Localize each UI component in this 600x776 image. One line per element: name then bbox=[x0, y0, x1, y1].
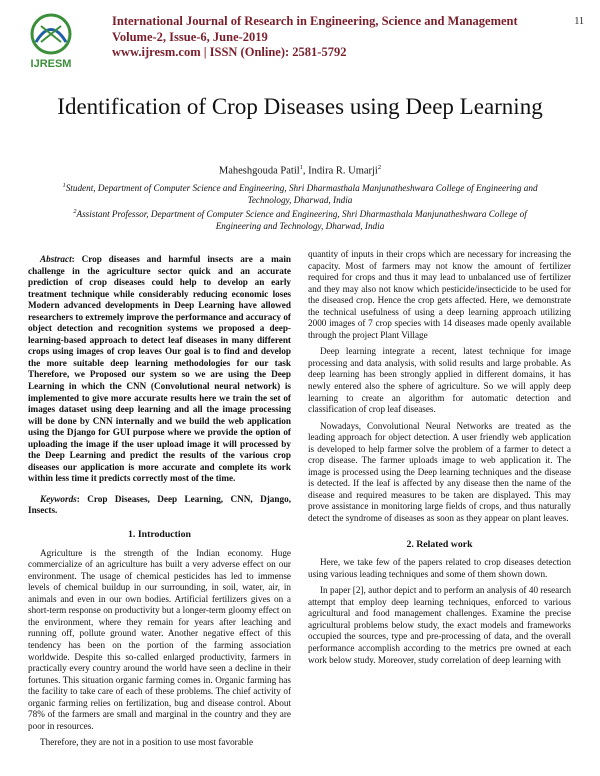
author-2: Indira R. Umarji bbox=[308, 165, 378, 177]
journal-info bbox=[112, 14, 552, 61]
affiliation-1 bbox=[60, 180, 540, 206]
intro-paragraph-2-continued: quantity of inputs in their crops which are necessary for increasing the capacity. Most of farmers may not know the amount of fertilizer required for crops and thus it may lead to unbalanced use of fertilizer and they may also not know which pesticide/insecticide to be used for the diseased crop. Hence the crop gets affected. Here, we demonstrate the technical usefulness of using a deep learning approach utilizing 2000 images of 7 crop species with 14 diseases made openly available through the project Plant Village bbox=[308, 249, 571, 340]
affiliation-2-text: Assistant Professor, Department of Computer Science and Engineering, Shri Dharmasthala Manjunatheshwara College of Engineering and Technology, Dharwad, India bbox=[76, 209, 527, 232]
paper-title: Identification of Crop Diseases using Deep Learning bbox=[57, 94, 543, 119]
abstract bbox=[28, 254, 291, 485]
section-1-heading: 1. Introduction bbox=[128, 529, 191, 541]
intro-paragraph-4: Nowadays, Convolutional Neural Networks are treated as the leading approach for object detection. A user friendly web application is developed to help farmer solve the problem of a farmer to detect a crop disease. The farmer uploads image to web application it. The image is processed using the Deep learning techniques and the disease is detected. If the leaf is affected by any disease then the name of the disease and required measures to be taken are displayed. This may prove assistance in monitoring large fields of crops, and thus naturally detect the syndrome of diseases as soon as they appear on plant leaves. bbox=[308, 420, 571, 524]
journal-volume: Volume-2, Issue-6, June-2019 bbox=[112, 29, 268, 44]
journal-header bbox=[16, 12, 586, 74]
keywords bbox=[28, 494, 291, 517]
affiliation-2 bbox=[60, 206, 540, 232]
journal-web-issn: www.ijresm.com | ISSN (Online): 2581-5792 bbox=[112, 45, 347, 59]
journal-name: International Journal of Research in Engineering, Science and Management bbox=[112, 14, 518, 28]
intro-paragraph-1: Agriculture is the strength of the Indian economy. Huge commercialize of an agriculture has built a very adverse effect on our environment. The usage of chemical pesticides has led to immense levels of chemical buildup in our surrounding, in soil, water, air, in animals and even in our own bodies. Artificial fertilizers gives on a short-term response on productivity but a longer-term gloomy effect on the environment, where they remain for years after leaching and running off, pollute ground water. Another negative effect of this tendency has been on the portion of the farming association worldwide. Despite this so-called enlarged productivity, farmers in practically every country around the world have seen a decline in their fortunes. This situation organic farming comes in. Organic farming has the facility to take care of each of these problems. The chief activity of organic farming relies on fertilization, bug and disease control. About 78% of the farmers are small and marginal in the country and they are poor in resources. bbox=[28, 547, 291, 731]
related-paragraph-2: In paper [2], author depict and to perform an analysis of 40 research attempt that employ deep learning techniques, enforced to various agricultural and food management challenges. Examine the precise agricultural problems below study, the exact models and frameworks occupied the sources, type and pre-processing of data, and the overall performance accomplish according to the metrics pre owned at each work below study. Moreover, study correlation of deep learning with bbox=[308, 585, 571, 665]
keywords-label: Keywords bbox=[40, 493, 77, 504]
author-1: Maheshgouda Patil bbox=[218, 165, 300, 177]
affiliation-2-sup: 2 bbox=[73, 208, 77, 215]
section-2-heading: 2. Related work bbox=[406, 538, 473, 550]
author-1-sup: 1 bbox=[299, 164, 303, 171]
affiliation-1-text: Student, Department of Computer Science and Engineering, Shri Dharmasthala Manjunatheshwara College of Engineering and Technology, Dharwad, India bbox=[65, 183, 538, 206]
related-paragraph-1: Here, we take few of the papers related to crop diseases detection using various leading techniques and some of them shown down. bbox=[308, 557, 571, 579]
author-2-sup: 2 bbox=[377, 164, 382, 171]
author-separator: , bbox=[302, 165, 309, 177]
right-column bbox=[308, 249, 571, 666]
left-column bbox=[28, 254, 291, 749]
affiliation-1-sup: 1 bbox=[62, 182, 66, 189]
abstract-label: Abstract bbox=[40, 254, 72, 264]
intro-paragraph-2: Therefore, they are not in a position to use most favorable bbox=[40, 737, 254, 748]
abstract-text: : Crop diseases and harmful insects are a main challenge in the agriculture sector quick and an accurate prediction of crop diseases could help to develop an early treatment technique while considerably reducing economic loses Modern advanced developments in Deep Learning have allowed researchers to extremely improve the performance and accuracy of object detection and recognition systems we proposed a deep-learning-based approach to detect leaf diseases in many different crops using images of crop leaves Our goal is to find and develop the more suitable deep learning methodologies for our task Therefore, we Proposed our system so we are using the Deep Learning in which the CNN (Convolutional neural network) is implemented to give more accurate results here we train the set of images dataset using deep learning and all the image processing will be done by CNN internally and we build the web application using the Django for GUI purpose where we provide the option of uploading the image if the user upload image it will processed by the Deep Learning and predict the results of the various crop diseases our application is more accurate and complete its work within less time it predicts correctly most of the time. bbox=[28, 254, 291, 484]
page-number: 11 bbox=[574, 16, 584, 27]
author-line bbox=[40, 164, 560, 177]
journal-logo bbox=[16, 12, 86, 72]
intro-paragraph-3: Deep learning integrate a recent, latest technique for image processing and data analysis, with solid results and large probable. As deep learning has been strongly applied in different domains, it has newly entered also the sphere of agriculture. So we will apply deep learning to create an algorithm for automatic detection and classification of crop leaf diseases. bbox=[308, 346, 571, 415]
logo-text: IJRESM bbox=[30, 58, 72, 70]
keywords-text: : Crop Diseases, Deep Learning, CNN, Django, Insects. bbox=[28, 493, 291, 516]
